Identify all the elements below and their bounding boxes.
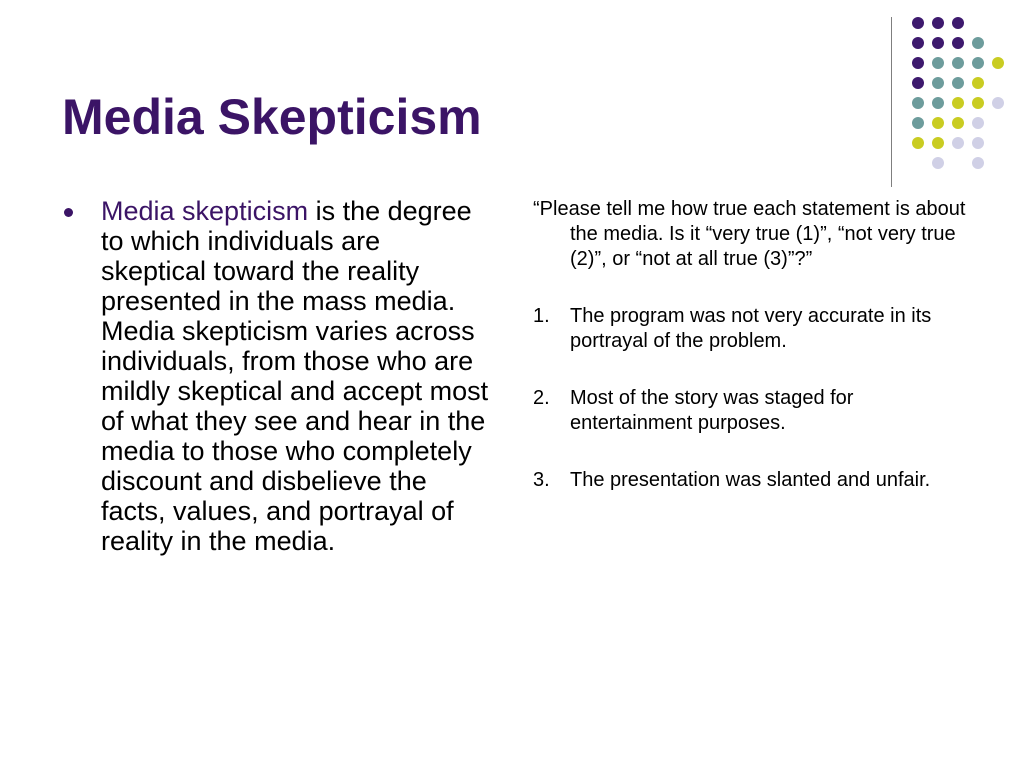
dot-grid-decoration: [0, 0, 1024, 200]
decor-dot: [932, 37, 944, 49]
decor-dot: [952, 77, 964, 89]
decor-dot: [972, 97, 984, 109]
decor-dot: [972, 37, 984, 49]
decor-dot: [972, 77, 984, 89]
list-item: [533, 468, 973, 493]
list-number: 1.: [533, 305, 550, 327]
definition-paragraph: [101, 196, 492, 556]
decor-dot: [952, 137, 964, 149]
term-label: Media skepticism: [101, 196, 309, 226]
list-text: The presentation was slanted and unfair.: [570, 469, 931, 491]
decor-dot: [952, 117, 964, 129]
decor-dot: [952, 57, 964, 69]
decor-dot: [912, 117, 924, 129]
list-item: [533, 304, 973, 354]
decor-dot: [932, 57, 944, 69]
definition-text: is the degree to which individuals are skeptical toward the reality presented in the mass media. Media skepticism varies across individuals, from those who are mildly skeptical and accept most of what they see and hear in the media to those who completely discount and disbelieve the facts, values, and portrayal of reality in the media.: [101, 196, 489, 556]
decor-dot: [952, 97, 964, 109]
list-item: [533, 386, 973, 436]
decor-dot: [932, 77, 944, 89]
decor-dot: [932, 157, 944, 169]
decor-dot: [912, 37, 924, 49]
decor-dot: [932, 117, 944, 129]
decor-dot: [952, 37, 964, 49]
decor-dot: [912, 137, 924, 149]
decor-dot: [932, 17, 944, 29]
survey-column: [533, 197, 973, 525]
decor-dot: [992, 97, 1004, 109]
slide-title: Media Skepticism: [62, 89, 482, 145]
bullet-item: [62, 196, 492, 556]
decor-dot: [972, 137, 984, 149]
decor-dot: [912, 57, 924, 69]
bullet-icon: [64, 208, 73, 217]
decor-dot: [932, 137, 944, 149]
decor-dot: [972, 57, 984, 69]
decor-dot: [932, 97, 944, 109]
definition-column: [62, 196, 492, 556]
list-number: 2.: [533, 387, 550, 409]
decor-dot: [912, 97, 924, 109]
decor-dot: [952, 17, 964, 29]
decor-dot: [912, 77, 924, 89]
list-text: The program was not very accurate in its portrayal of the problem.: [570, 305, 932, 352]
decor-dot: [992, 57, 1004, 69]
list-number: 3.: [533, 469, 550, 491]
decor-dot: [912, 17, 924, 29]
decor-dot: [972, 157, 984, 169]
decor-dot: [972, 117, 984, 129]
survey-question: “Please tell me how true each statement is about the media. Is it “very true (1)”, “not very true (2)”, or “not at all true (3)”?”: [533, 198, 966, 270]
list-text: Most of the story was staged for entertainment purposes.: [570, 387, 854, 434]
